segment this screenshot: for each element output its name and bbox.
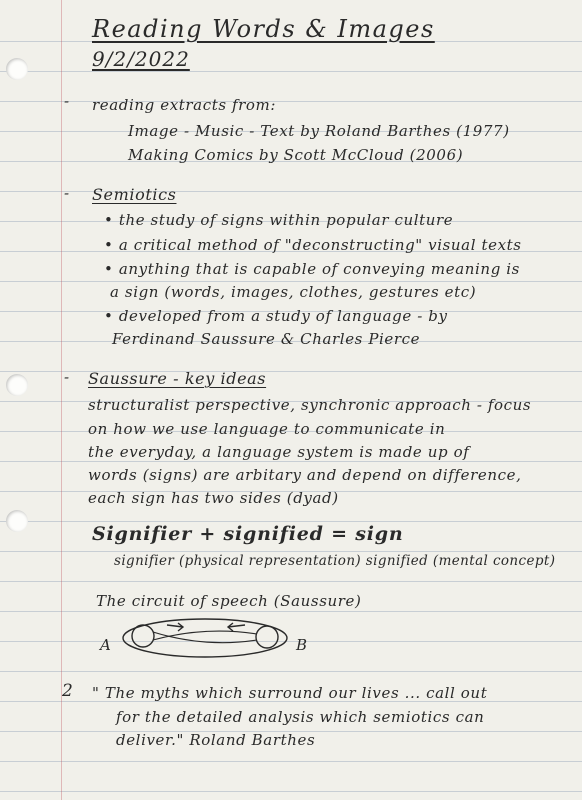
- saussure-line: on how we use language to communicate in: [88, 420, 446, 438]
- quote-line: deliver." Roland Barthes: [116, 731, 316, 749]
- speaker-b-head: [256, 626, 278, 648]
- arrow-left-icon: [228, 623, 245, 631]
- page-date: 9/2/2022: [92, 47, 190, 71]
- semiotics-line: • the study of signs within popular culture: [104, 211, 454, 229]
- quote-line: " The myths which surround our lives ... call out: [92, 684, 488, 702]
- semiotics-line: a sign (words, images, clothes, gestures etc): [110, 283, 477, 301]
- circuit-loop: [123, 619, 287, 657]
- circuit-path-upper: [153, 631, 257, 640]
- speech-circuit-diagram: [95, 610, 315, 666]
- sign-formula-explanation: signifier (physical representation) signified (mental concept): [114, 553, 556, 569]
- quote-line: for the detailed analysis which semiotics can: [116, 708, 485, 726]
- page-title: Reading Words & Images: [92, 15, 435, 43]
- punch-hole: [6, 58, 28, 80]
- semiotics-line: • developed from a study of language - by: [104, 307, 448, 325]
- arrow-right-icon: [167, 623, 183, 631]
- saussure-heading: Saussure - key ideas: [88, 369, 267, 388]
- punch-hole: [6, 510, 28, 532]
- page-number: 2: [62, 681, 74, 701]
- circuit-caption: The circuit of speech (Saussure): [96, 592, 362, 610]
- semiotics-line: • anything that is capable of conveying meaning is: [104, 260, 520, 278]
- reading-book-1: Image - Music - Text by Roland Barthes (1977): [128, 122, 510, 140]
- bullet-dash: -: [64, 92, 70, 110]
- sign-formula: Signifier + signified = sign: [92, 523, 404, 545]
- reading-intro: reading extracts from:: [92, 96, 277, 114]
- semiotics-line: • a critical method of "deconstructing" visual texts: [104, 236, 522, 254]
- circuit-path-lower: [153, 632, 257, 643]
- circuit-label-a: A: [100, 636, 112, 654]
- semiotics-heading: Semiotics: [92, 185, 177, 204]
- bullet-dash: -: [64, 184, 70, 202]
- circuit-label-b: B: [296, 636, 308, 654]
- punch-hole: [6, 374, 28, 396]
- bullet-dash: -: [64, 368, 70, 386]
- saussure-line: each sign has two sides (dyad): [88, 489, 339, 507]
- speaker-a-head: [132, 625, 154, 647]
- reading-book-2: Making Comics by Scott McCloud (2006): [128, 146, 464, 164]
- saussure-line: structuralist perspective, synchronic approach - focus: [88, 396, 532, 414]
- semiotics-line: Ferdinand Saussure & Charles Pierce: [112, 330, 421, 348]
- saussure-line: the everyday, a language system is made up of: [88, 443, 470, 461]
- saussure-line: words (signs) are arbitary and depend on difference,: [88, 466, 522, 484]
